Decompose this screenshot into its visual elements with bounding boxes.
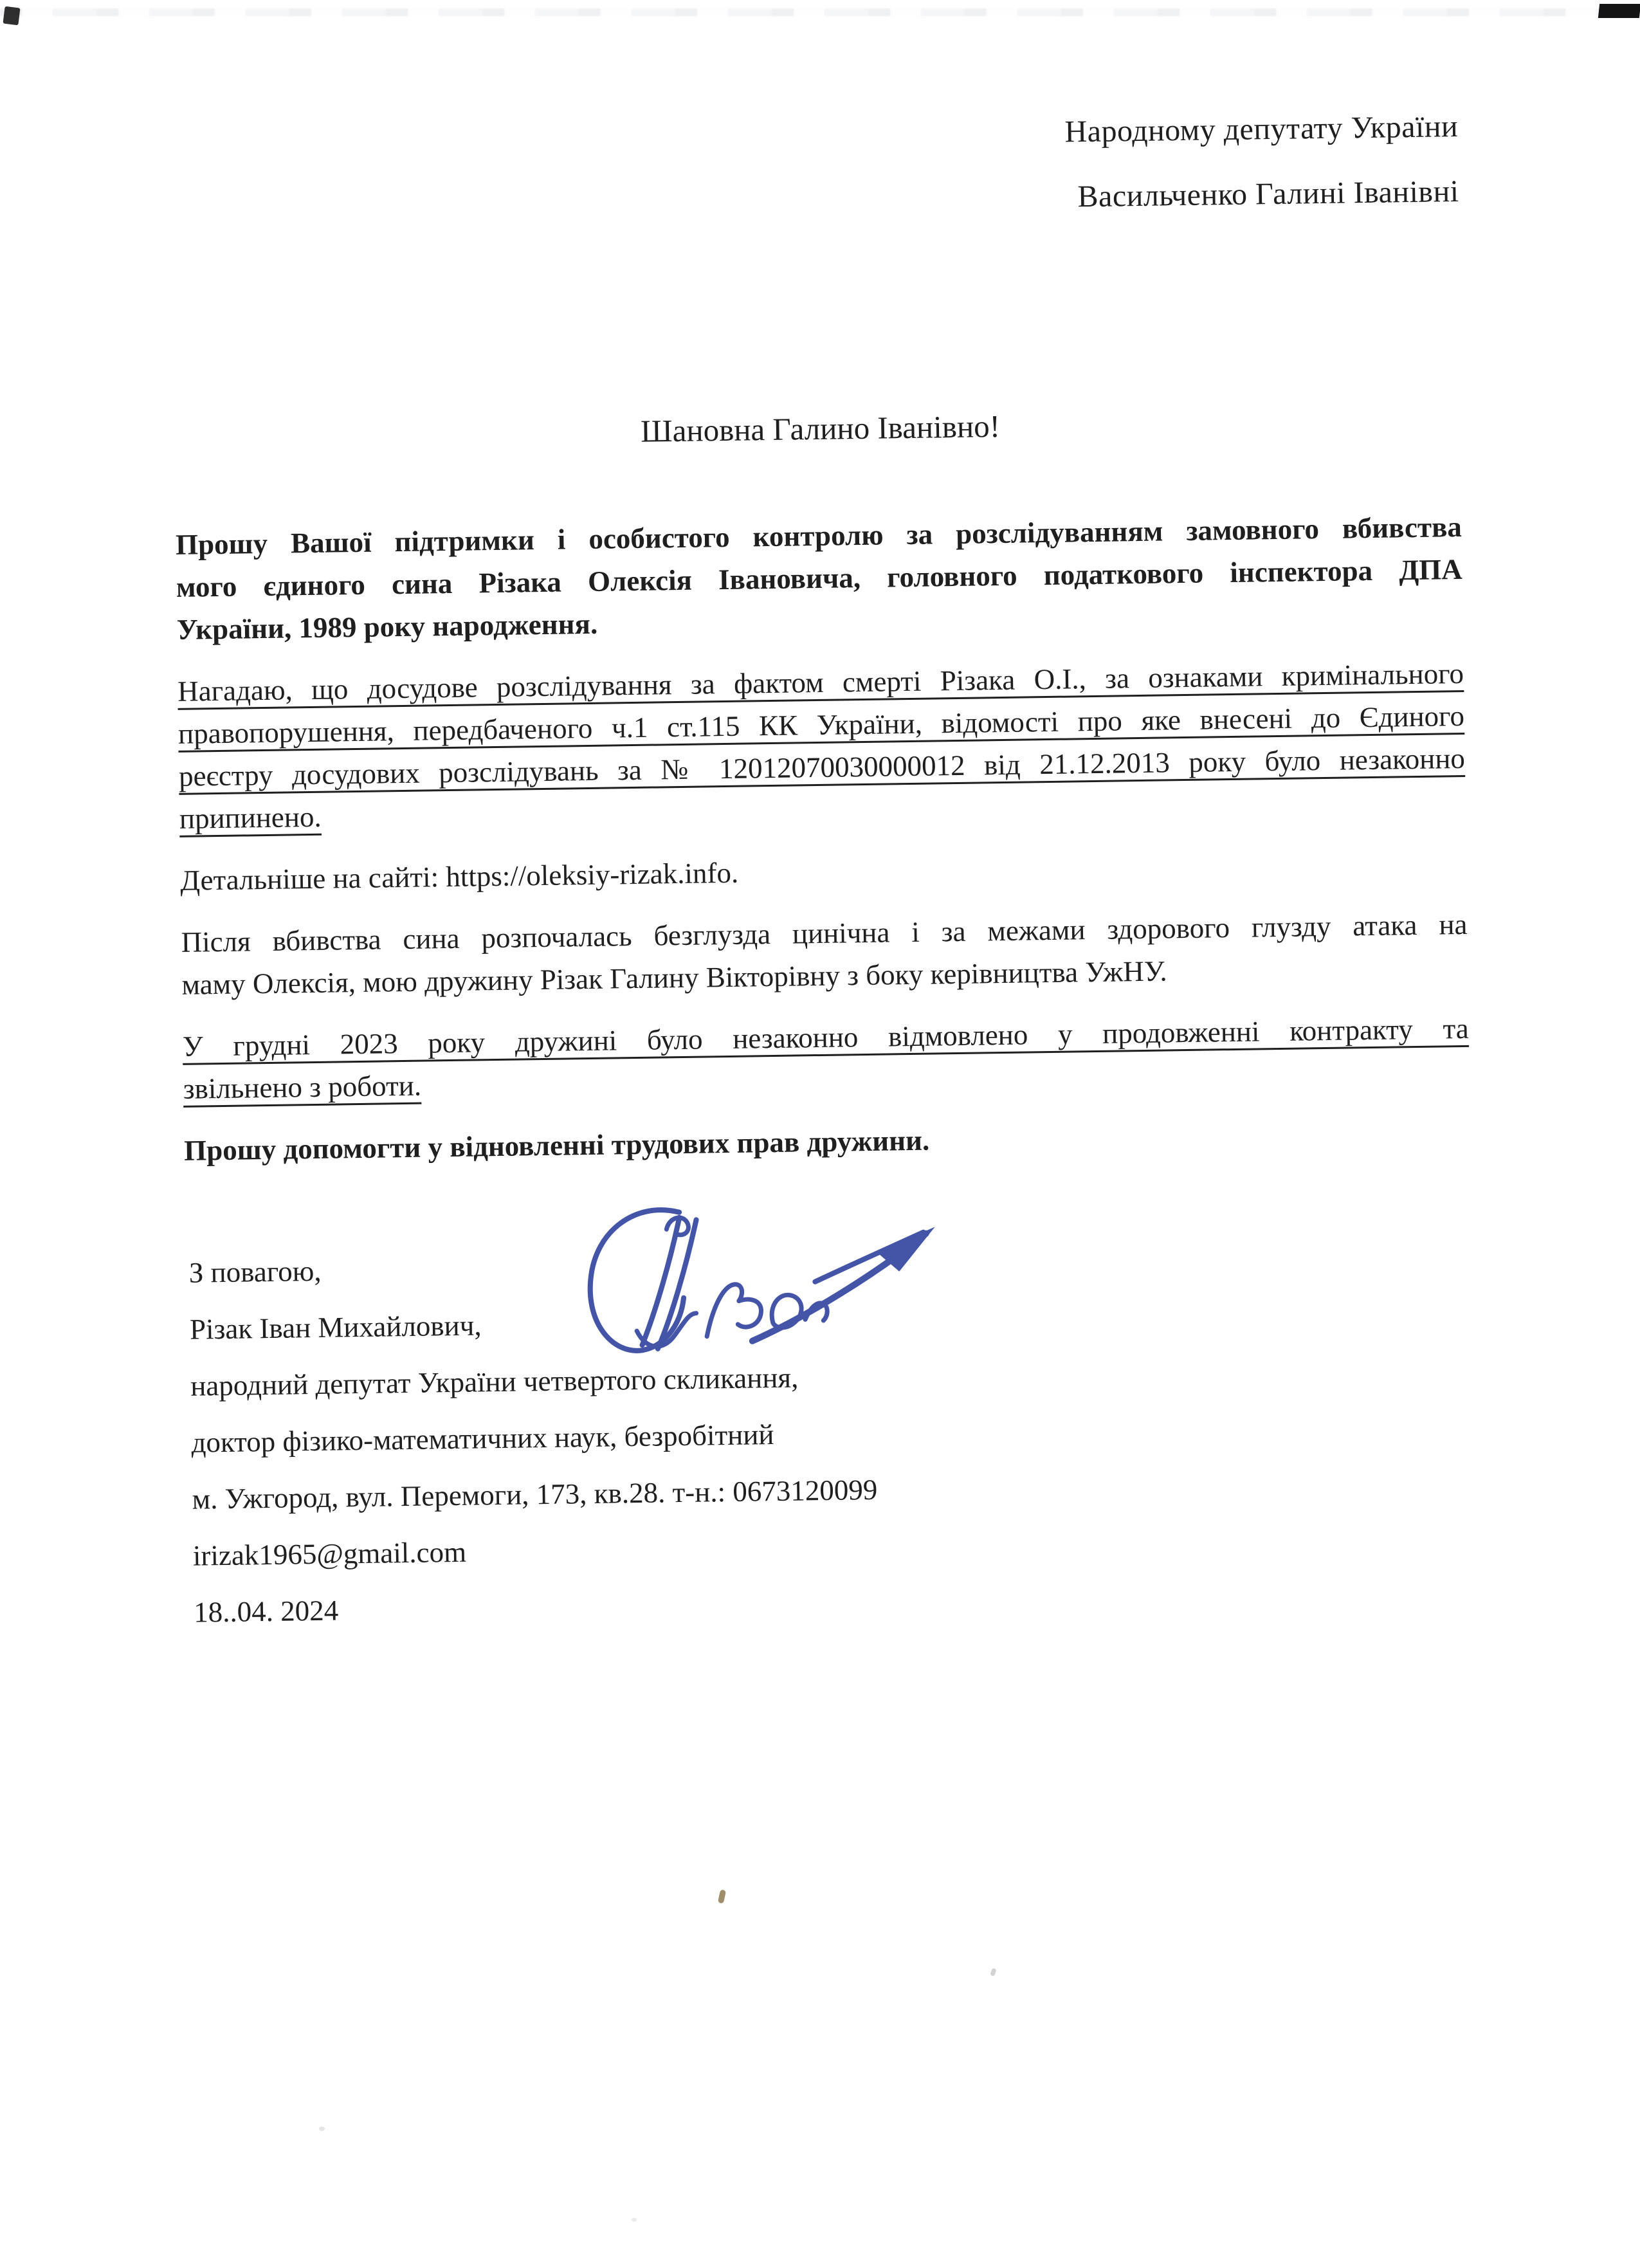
text-line: народний депутат України четвертого скликання, xyxy=(190,1361,799,1402)
paragraph-contract-dismissal xyxy=(182,1007,1470,1110)
text-line: мого єдиного сина Різака Олексія Івановича, головного податкового інспектора ДПА xyxy=(176,553,1463,603)
handwritten-signature-ink xyxy=(552,1198,949,1362)
text-line: маму Олексія, мою дружину Різак Галину Вікторівну з боку керівництва УжНУ. xyxy=(181,955,1167,1001)
text-line: звільнено з роботи. xyxy=(183,1069,422,1105)
paragraph-help-request xyxy=(184,1111,1471,1172)
text-line: Нагадаю, що досудове розслідування за фактом смерті Різака О.І., за ознаками кримінального xyxy=(177,657,1464,708)
text-line: 18..04. 2024 xyxy=(193,1594,339,1629)
letter-body xyxy=(176,506,1471,1191)
text-line: України, 1989 року народження. xyxy=(176,607,598,646)
paragraph-request-support xyxy=(176,506,1464,651)
text-line: м. Ужгород, вул. Перемоги, 173, кв.28. т-н.: 0673120099 xyxy=(192,1473,878,1515)
recipient-block xyxy=(1064,94,1459,230)
text-line: У грудні 2023 року дружині було незаконно відмовлено у продовженні контракту та xyxy=(182,1012,1470,1063)
text-line: З повагою, xyxy=(188,1254,322,1289)
text-line: Після вбивства сина розпочалась безглузда цинічна і за межами здорового глузду атака на xyxy=(181,908,1468,958)
text-line: доктор фізико-математичних наук, безробітний xyxy=(191,1418,774,1459)
text-line: Народному депутату України xyxy=(1064,109,1459,149)
text-line: Прошу допомогти у відновленні трудових прав дружини. xyxy=(183,1124,930,1167)
paragraph-attack-on-wife xyxy=(181,903,1468,1006)
text-line: правопорушення, передбаченого ч.1 ст.115 КК України, відомості про яке внесені до Єдиного xyxy=(178,699,1465,750)
paragraph-website xyxy=(180,841,1467,902)
text-line: реєстру досудових розслідувань за № 12012070030000012 від 21.12.2013 року було незаконно xyxy=(178,742,1466,792)
text-line: irizak1965@gmail.com xyxy=(192,1535,467,1572)
text-line: Різак Іван Михайлович, xyxy=(189,1309,482,1346)
text-line: припинено. xyxy=(179,800,322,835)
paragraph-investigation-closed xyxy=(178,652,1466,840)
text-line: Прошу Вашої підтримки і особистого контролю за розслідуванням замовного вбивства xyxy=(175,510,1462,561)
salutation: Шановна Галино Іванівно! xyxy=(640,408,1001,449)
text-line: Детальніше на сайті: https://oleksiy-rizak.info. xyxy=(179,856,739,897)
text-line: Васильченко Галині Іванівні xyxy=(1077,174,1459,214)
